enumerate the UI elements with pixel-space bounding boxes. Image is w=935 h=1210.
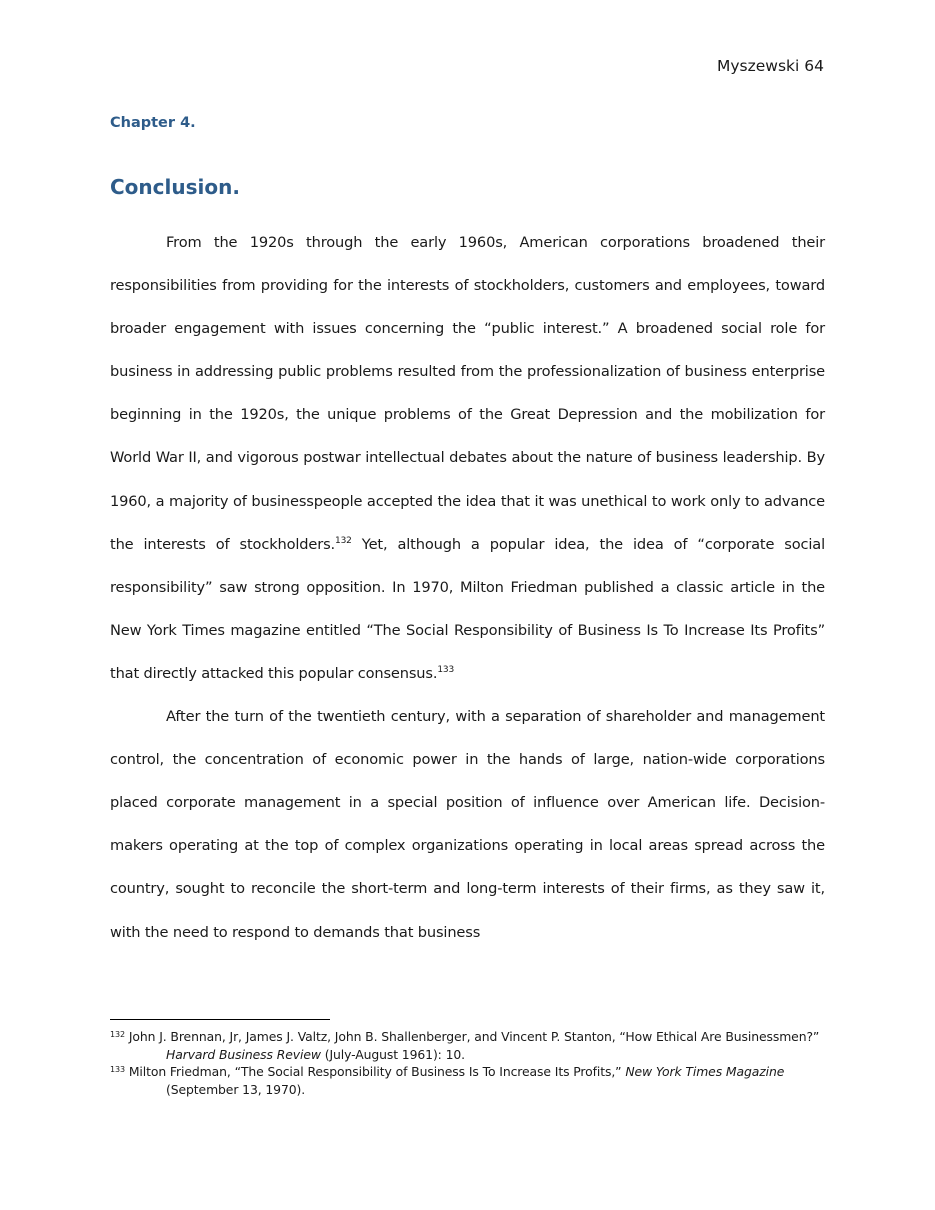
paragraph-1-text-a: From the 1920s through the early 1960s, American corporations broadened their responsibilities from providing for the interests of stockholders, customers and employees, toward broader engagement with issues concerning the “public interest.” A broadened social role for business in addressing public problems resulted from the professionalization of business enterprise beginning in the 1920s, the unique problems of the Great Depression and the mobilization for World War II, and vigorous postwar intellectual debates about the nature of business leadership. By 1960, a majority of businesspeople accepted the idea that it was unethical to work only to advance the interests of stockholders. [110, 234, 825, 553]
paragraph-1 [110, 221, 825, 695]
paragraph-1-text-b: Yet, although a popular idea, the idea of “corporate social responsibility” saw strong opposition. In 1970, Milton Friedman published a classic article in the New York Times magazine entitled “The Social Responsibility of Business Is To Increase Its Profits” that directly attacked this popular consensus. [110, 535, 825, 682]
running-head: Myszewski 64 [717, 57, 824, 75]
footnote-ref-132[interactable]: 132 [335, 535, 352, 546]
body-text [110, 221, 825, 954]
paragraph-2 [110, 695, 825, 954]
footnote-journal-title: Harvard Business Review [166, 1046, 321, 1062]
footnote-text-end: (September 13, 1970). [166, 1081, 306, 1097]
footnote-132 [110, 1028, 825, 1063]
chapter-label: Chapter 4. [110, 115, 196, 131]
section-title: Conclusion. [110, 175, 240, 199]
footnote-text-end: (July-August 1961): 10. [320, 1046, 465, 1062]
footnote-divider [110, 1019, 330, 1020]
footnote-journal-title: New York Times Magazine [625, 1064, 785, 1079]
footnote-ref-133[interactable]: 133 [437, 664, 455, 675]
footnotes [110, 1028, 825, 1098]
paragraph-2-text: After the turn of the twentieth century, with a separation of shareholder and management control, the concentration of economic power in the hands of large, nation-wide corporations placed corporate management in a special position of influence over American life. Decision-makers operating at the top of complex organizations operating in local areas spread across the country, sought to reconcile the short-term and long-term interests of their firms, as they saw it, with the need to respond to demands that business [110, 708, 825, 941]
footnote-text: John J. Brennan, Jr, James J. Valtz, John B. Shallenberger, and Vincent P. Stanton, “How Ethical Are Businessmen?” [124, 1029, 820, 1044]
footnote-133 [110, 1063, 825, 1098]
footnote-text: Milton Friedman, “The Social Responsibility of Business Is To Increase Its Profits,” [124, 1064, 626, 1079]
footnote-number: 132 [110, 1030, 125, 1039]
footnote-number: 133 [110, 1065, 125, 1074]
